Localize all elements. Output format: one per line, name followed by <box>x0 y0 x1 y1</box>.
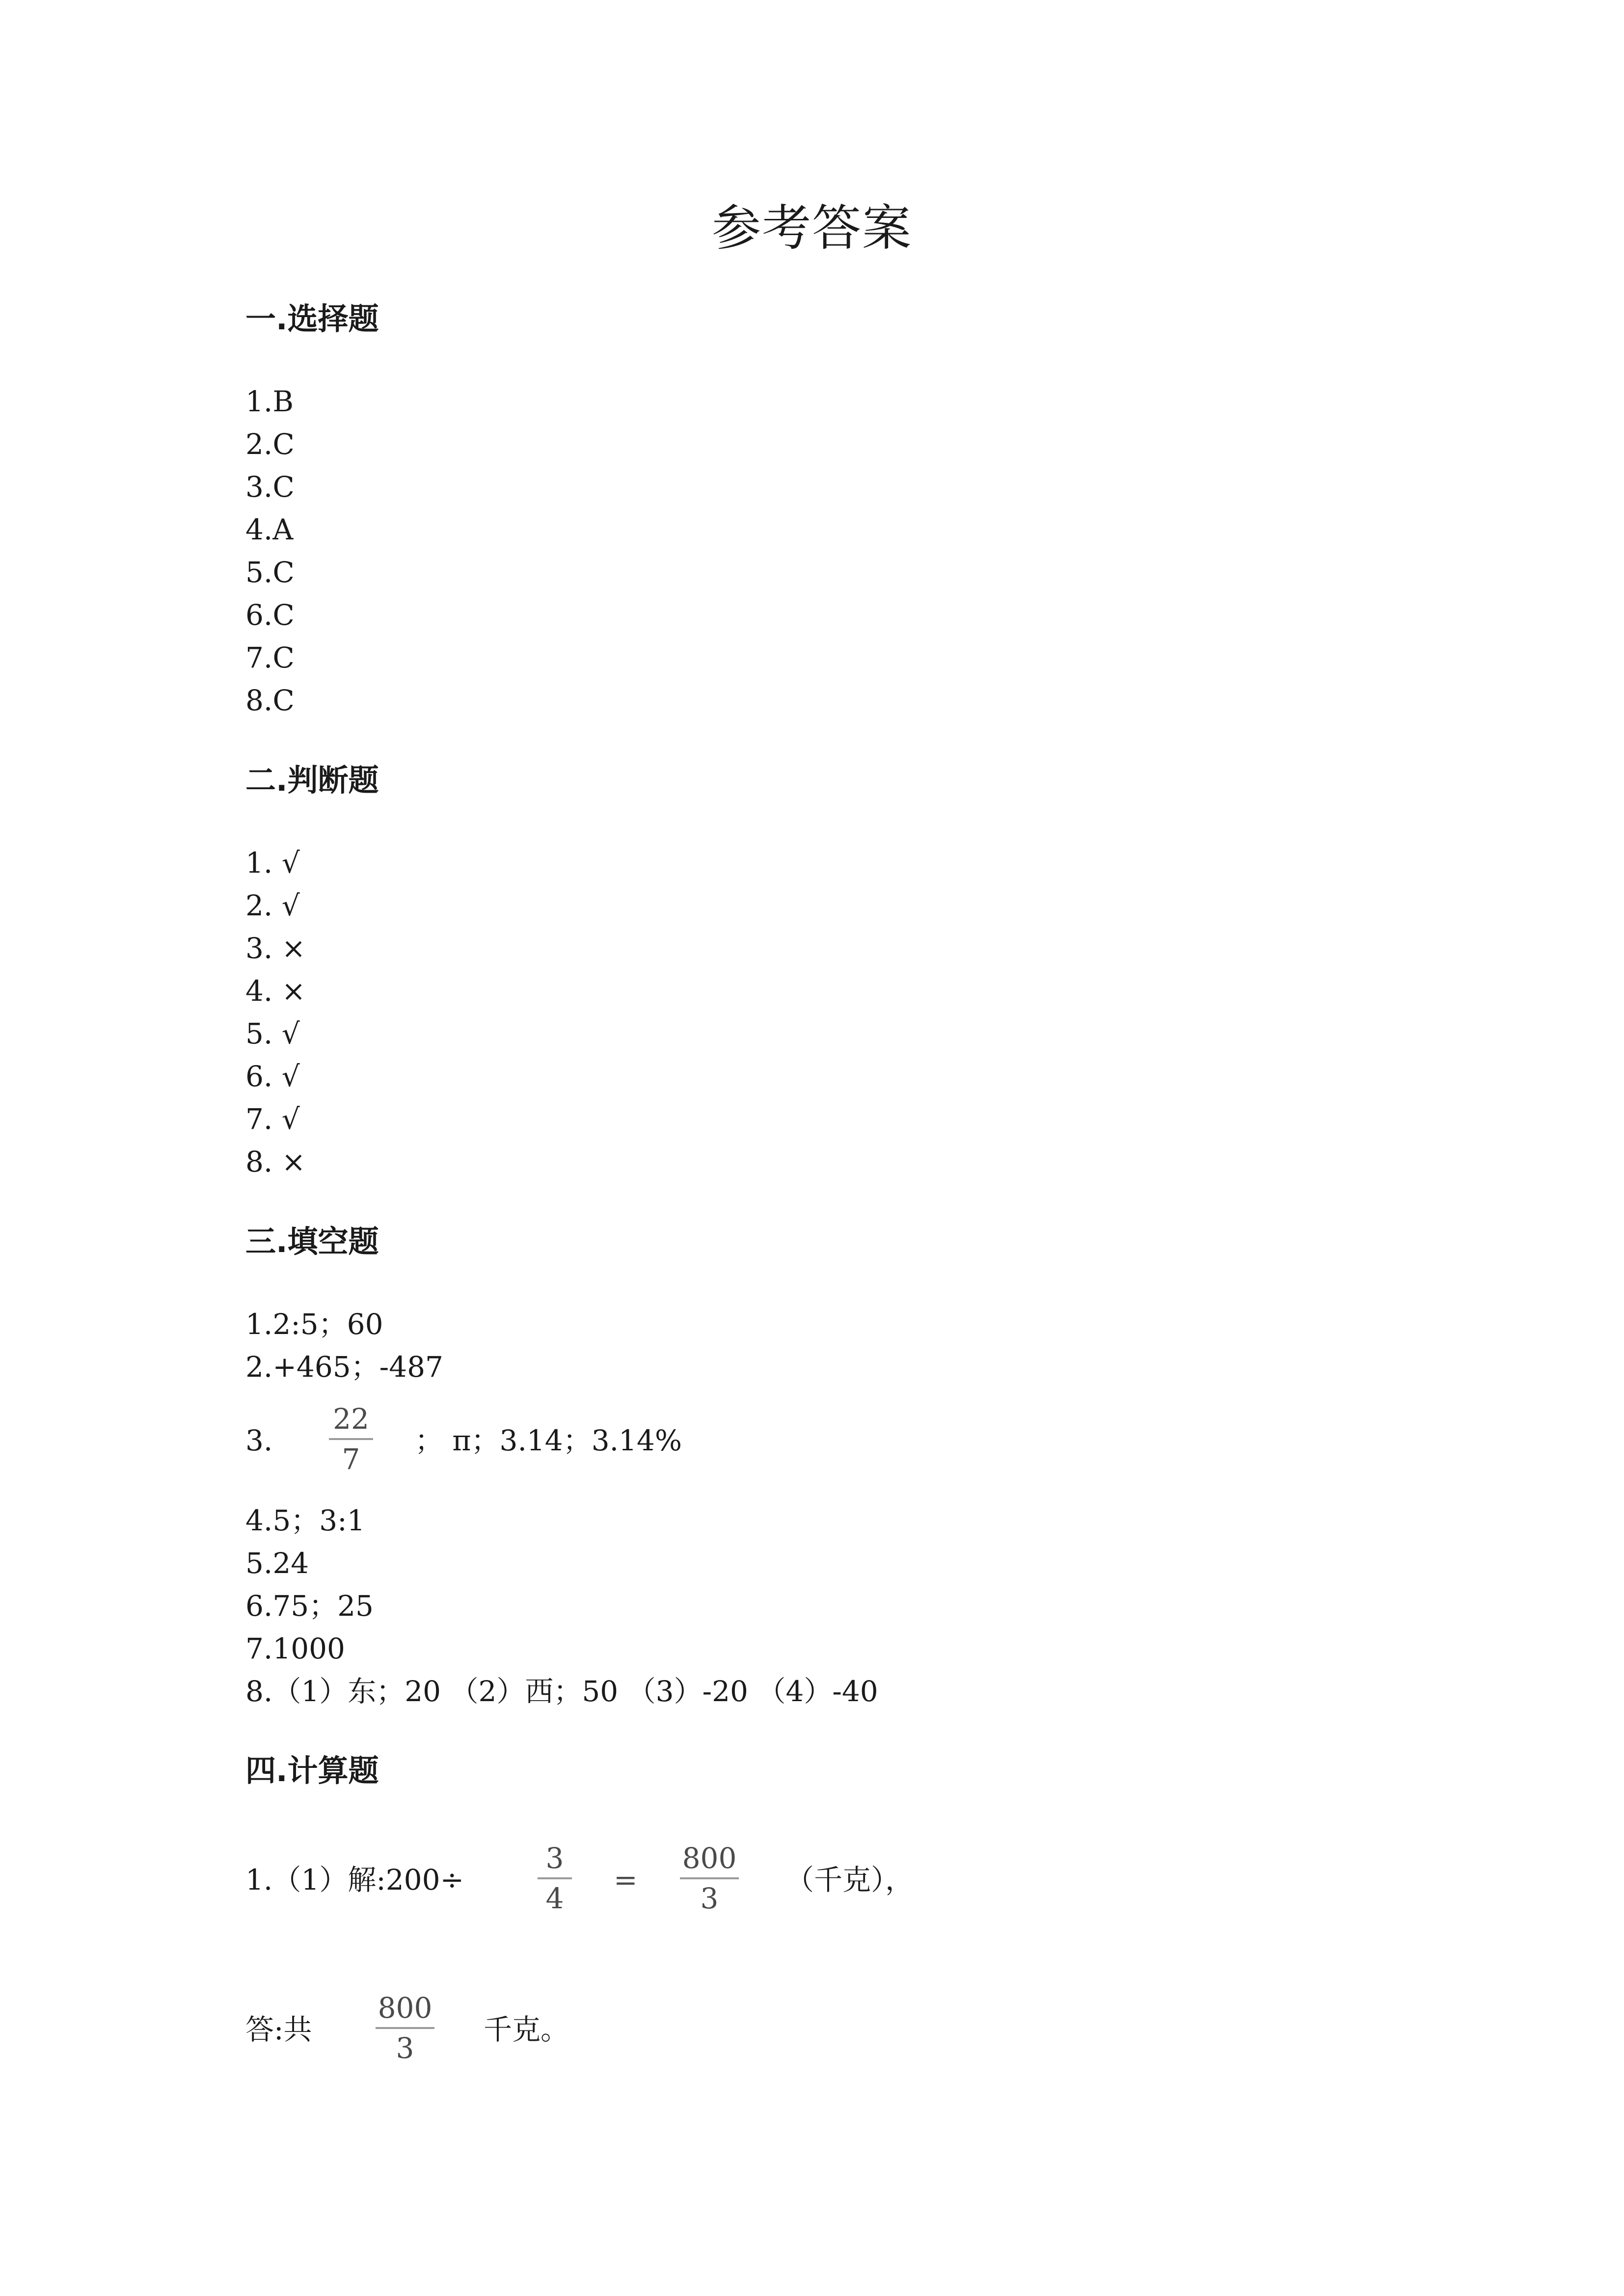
page-title: 参考答案 <box>712 199 912 257</box>
fill-answer-7: 7.1000 <box>245 1632 345 1665</box>
section-heading-choice: 一.选择题 <box>245 301 379 337</box>
choice-answer-2: 2.C <box>245 427 295 461</box>
calc-answer-suffix: 千克。 <box>484 2013 569 2046</box>
choice-answer-5: 5.C <box>245 556 295 589</box>
calc-answer-fraction <box>376 1992 434 2064</box>
fill-answer-3-rest: ； π；3.14；3.14% <box>415 1424 682 1457</box>
fraction-bar <box>680 1877 739 1879</box>
choice-answer-6: 6.C <box>245 598 295 632</box>
choice-answer-8: 8.C <box>245 684 295 717</box>
judge-answer-3: 3. × <box>245 932 306 965</box>
judge-answer-6: 6. √ <box>245 1060 300 1093</box>
judge-answer-2: 2. √ <box>245 889 300 922</box>
fraction-denominator: 4 <box>545 1882 564 1915</box>
choice-answer-3: 3.C <box>245 470 295 504</box>
choice-answer-4: 4.A <box>245 513 294 546</box>
fraction-denominator: 3 <box>396 2031 414 2065</box>
fraction-bar <box>538 1877 572 1879</box>
calc-q1-fraction-2 <box>680 1842 739 1915</box>
fraction-denominator: 3 <box>700 1882 719 1915</box>
judge-answer-1: 1. √ <box>245 846 300 880</box>
choice-answer-1: 1.B <box>245 385 294 418</box>
judge-answer-4: 4. × <box>245 974 306 1008</box>
calc-q1-equals: = <box>614 1863 638 1896</box>
fraction-numerator: 22 <box>333 1402 369 1436</box>
fill-answer-2: 2.+465；-487 <box>245 1350 443 1384</box>
fraction-numerator: 800 <box>682 1842 737 1875</box>
fraction-bar <box>329 1438 373 1440</box>
fraction-numerator: 3 <box>545 1842 564 1875</box>
fill-answer-8: 8.（1）东；20 （2）西；50 （3）-20 （4）-40 <box>245 1675 878 1708</box>
calc-q1-suffix: （千克）， <box>785 1863 914 1896</box>
section-heading-judge: 二.判断题 <box>245 762 379 798</box>
calc-q1-fraction-1 <box>538 1842 572 1915</box>
fill-answer-3-label: 3. <box>245 1424 273 1457</box>
calc-q1-prefix: 1.（1）解:200÷ <box>245 1863 464 1896</box>
judge-answer-7: 7. √ <box>245 1102 300 1136</box>
section-heading-calc: 四.计算题 <box>245 1753 379 1789</box>
fraction-denominator: 7 <box>342 1442 360 1476</box>
fill-answer-3-fraction <box>329 1403 373 1475</box>
fraction-numerator: 800 <box>378 1991 433 2025</box>
fill-answer-6: 6.75；25 <box>245 1589 374 1623</box>
fill-answer-1: 1.2:5；60 <box>245 1308 383 1341</box>
fill-answer-4: 4.5；3:1 <box>245 1504 365 1537</box>
fraction-bar <box>376 2027 434 2029</box>
judge-answer-8: 8. × <box>245 1145 306 1178</box>
fill-answer-5: 5.24 <box>245 1547 309 1580</box>
judge-answer-5: 5. √ <box>245 1017 300 1050</box>
choice-answer-7: 7.C <box>245 641 295 674</box>
section-heading-fill: 三.填空题 <box>245 1224 379 1259</box>
calc-answer-prefix: 答:共 <box>245 2013 312 2046</box>
